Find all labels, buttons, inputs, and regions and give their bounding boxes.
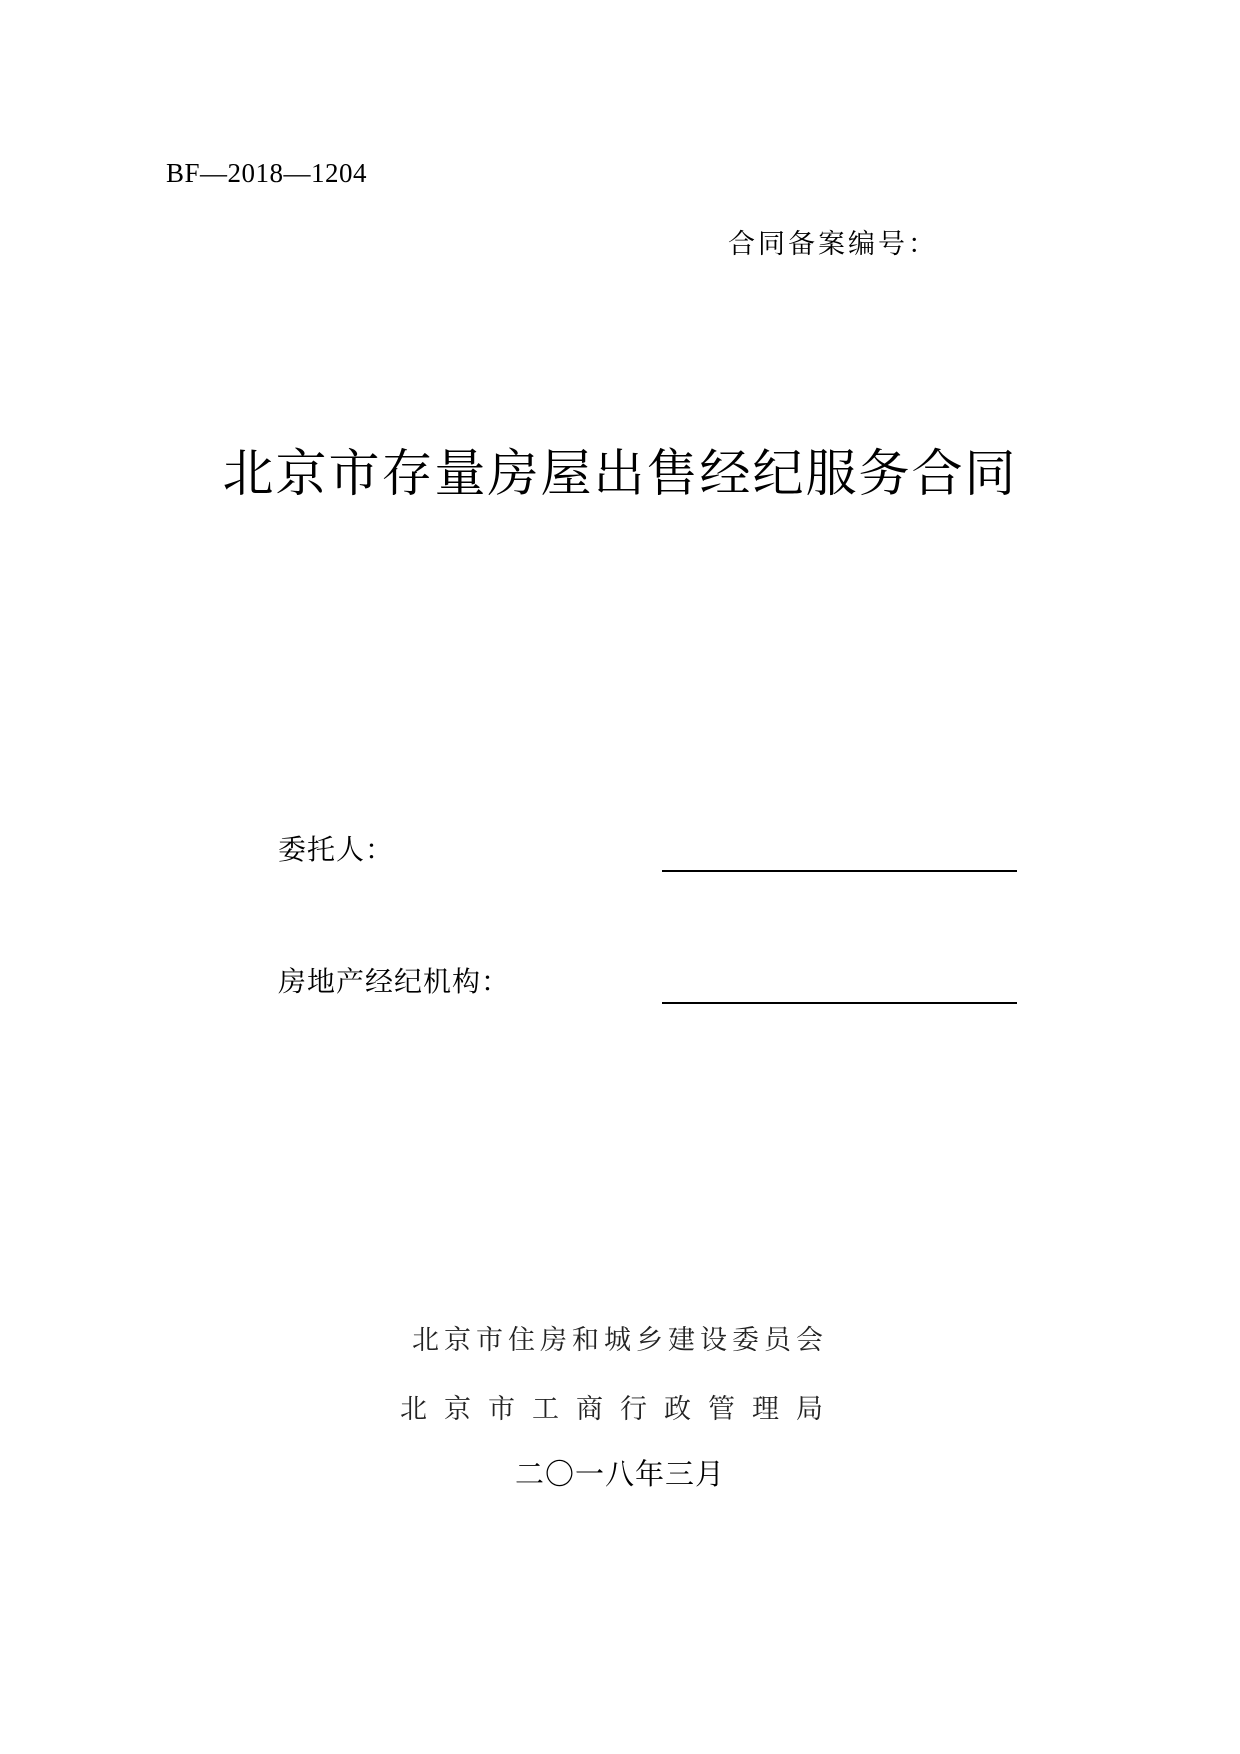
issue-date: 二〇一八年三月	[514, 1457, 725, 1491]
filing-number-label: 合同备案编号：	[728, 229, 938, 260]
agency-blank-line[interactable]	[662, 1002, 1017, 1004]
agency-field	[0, 960, 1240, 1020]
principal-field	[0, 828, 1240, 888]
principal-blank-line[interactable]	[662, 870, 1017, 872]
agency-label: 房地产经纪机构：	[278, 965, 511, 998]
principal-label: 委托人：	[278, 833, 395, 866]
issuer-industry-commerce-bureau: 北京市工商行政管理局	[400, 1394, 840, 1425]
issuer-housing-commission: 北京市住房和城乡建设委员会	[412, 1325, 828, 1356]
contract-title: 北京市存量房屋出售经纪服务合同	[222, 445, 1018, 504]
form-code: BF—2018—1204	[166, 158, 368, 188]
